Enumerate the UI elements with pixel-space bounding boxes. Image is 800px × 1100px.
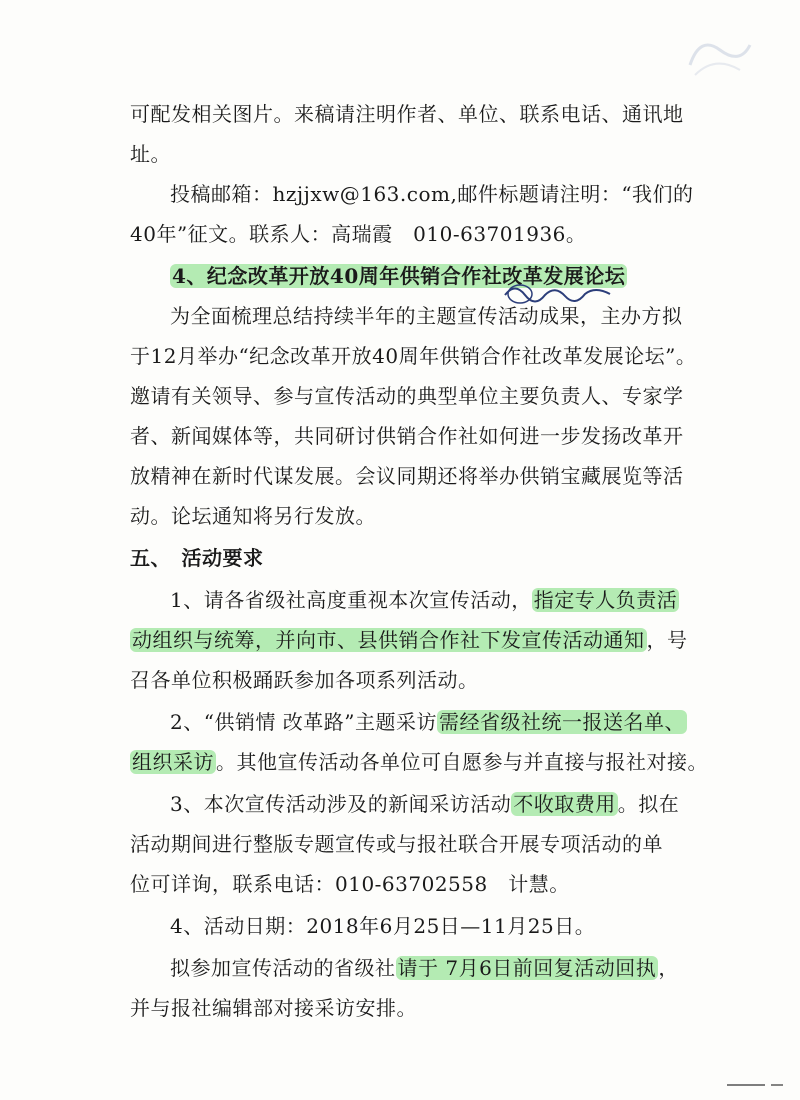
section-heading-requirements: 五、 活动要求: [130, 546, 264, 570]
footer-dash: [725, 1080, 785, 1090]
text-line: 拟参加宣传活动的省级社 请于 7月6日前回复活动回执 ，: [170, 956, 679, 980]
text-line: 召各单位积极踊跃参加各项系列活动。: [130, 668, 479, 692]
text-line: 组织采访 。其他宣传活动各单位可自愿参与并直接与报社对接。: [132, 750, 708, 774]
text-line: 并与报社编辑部对接采访安排。: [130, 996, 417, 1020]
text-line: 4、活动日期：2018年6月25日—11月25日。: [170, 914, 596, 938]
text-line: 放精神在新时代谋发展。会议同期还将举办供销宝藏展览等活: [130, 464, 684, 488]
text-line: 邀请有关领导、参与宣传活动的典型单位主要负责人、专家学: [130, 384, 684, 408]
text-line: 2、“供销情 改革路”主题采访 需经省级社统一报送名单、: [170, 710, 686, 734]
text-line: 址。: [130, 142, 171, 166]
text-line: 为全面梳理总结持续半年的主题宣传活动成果，主办方拟: [170, 304, 683, 328]
highlighted-text: 需经省级社统一报送名单、: [439, 710, 686, 734]
highlighted-text: 动组织与统筹，并向市、县供销合作社下发宣传活动通知: [132, 628, 645, 652]
text-line: 40年”征文。联系人：高瑞霞 010-63701936。: [130, 222, 587, 246]
highlighted-text: 指定专人负责活: [533, 588, 678, 612]
text-line: 者、新闻媒体等，共同研讨供销合作社如何进一步发扬改革开: [130, 424, 684, 448]
text-line: 活动期间进行整版专题宣传或与报社联合开展专项活动的单: [130, 832, 663, 856]
text-line: 投稿邮箱：hzjjxw@163.com,邮件标题请注明：“我们的: [170, 182, 694, 206]
highlighted-text: 4、纪念改革开放40周年供销合作社改革发展论坛: [172, 264, 626, 288]
highlighted-text: 组织采访: [132, 750, 214, 774]
text-line: 动组织与统筹，并向市、县供销合作社下发宣传活动通知 ，号: [132, 628, 688, 652]
text-line: 位可详询，联系电话：010-63702558 计慧。: [130, 872, 570, 896]
paper-smudge: [680, 25, 760, 85]
text-line: 可配发相关图片。来稿请注明作者、单位、联系电话、通讯地: [130, 102, 684, 126]
text-line: 于12月举办“纪念改革开放40周年供销合作社改革发展论坛”。: [130, 344, 697, 368]
highlighted-text: 不收取费用: [513, 792, 616, 816]
text-line: 1、请各省级社高度重视本次宣传活动， 指定专人负责活: [170, 588, 678, 612]
text-line: 动。论坛通知将另行发放。: [130, 504, 376, 528]
text-line: 3、本次宣传活动涉及的新闻采访活动 不收取费用 。拟在: [170, 792, 680, 816]
highlighted-text: 请于 7月6日前回复活动回执: [397, 956, 657, 980]
